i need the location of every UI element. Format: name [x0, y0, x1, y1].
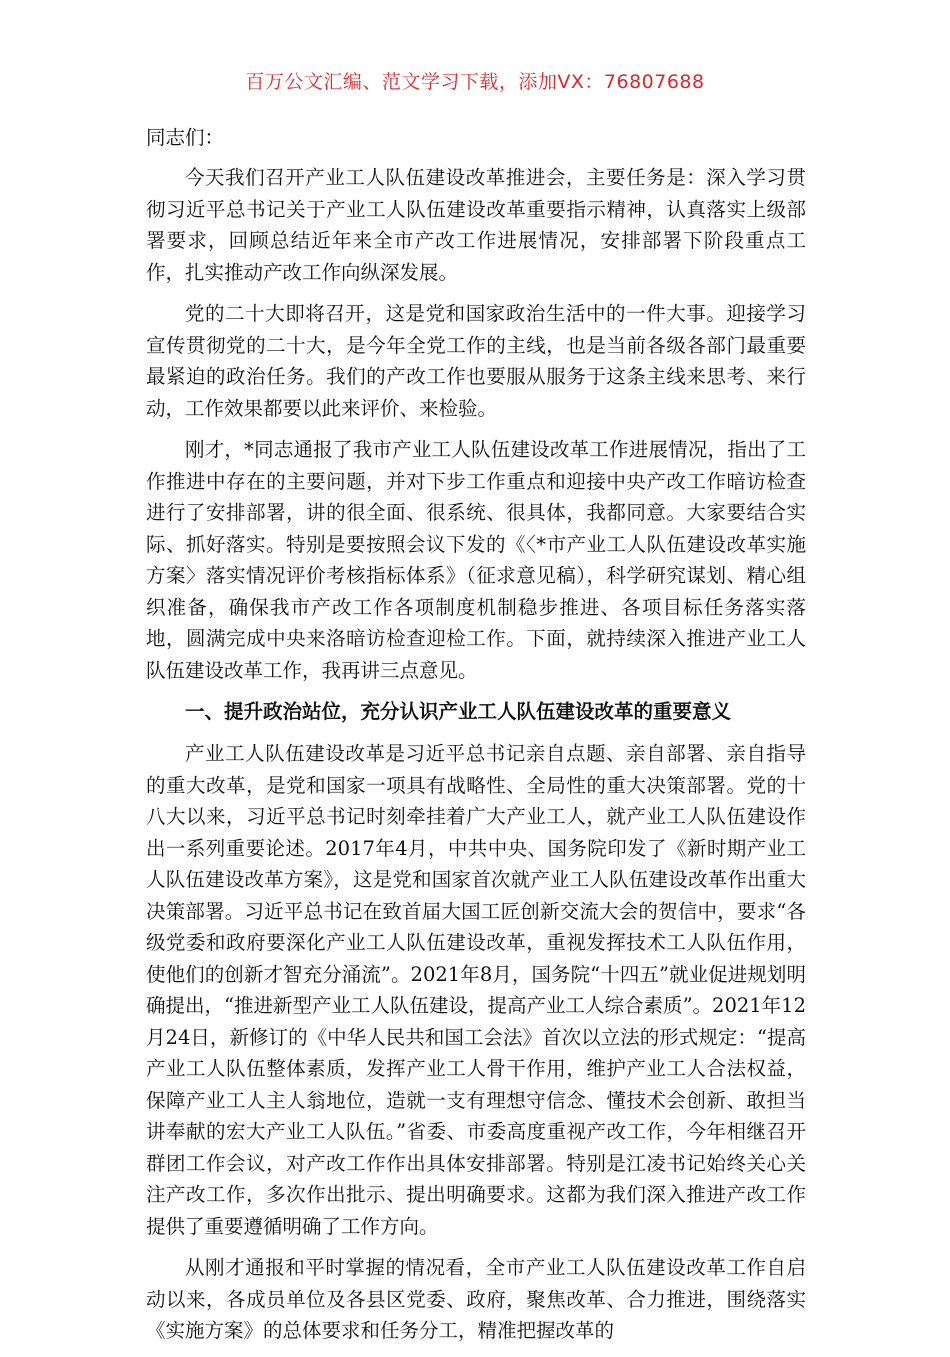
document-body [146, 122, 806, 1357]
paragraph-section-1-2: 从刚才通报和平时掌握的情况看，全市产业工人队伍建设改革工作自启动以来，各成员单位及各县区党委、政府，聚焦改革、合力推进，围绕落实《实施方案》的总体要求和任务分工，精准把握改革的 [146, 1256, 806, 1342]
paragraph-intro-3: 刚才，*同志通报了我市产业工人队伍建设改革工作进展情况，指出了工作推进中存在的主要问题，并对下步工作重点和迎接中央产改工作暗访检查进行了安排部署，讲的很全面、很系统、很具体，我都同意。大家要结合实际、抓好落实。特别是要按照会议下发的《〈*市产业工人队伍建设改革实施方案〉落实情况评价考核指标体系》（征求意见稿），科学研究谋划、精心组织准备，确保我市产改工作各项制度机制稳步推进、各项目标任务落实落地，圆满完成中央来洛暗访检查迎检工作。下面，就持续深入推进产业工人队伍建设改革工作，我再讲三点意见。 [146, 438, 806, 682]
paragraph-intro-2: 党的二十大即将召开，这是党和国家政治生活中的一件大事。迎接学习宣传贯彻党的二十大，是今年全党工作的主线，也是当前各级各部门最重要最紧迫的政治任务。我们的产改工作也要服从服务于这条主线来思考、来行动，工作效果都要以此来评价、来检验。 [146, 302, 806, 420]
salutation: 同志们： [146, 126, 225, 149]
section-1-heading: 一、提升政治站位，充分认识产业工人队伍建设改革的重要意义 [185, 700, 732, 723]
paragraph-intro-1: 今天我们召开产业工人队伍建设改革推进会，主要任务是：深入学习贯彻习近平总书记关于产业工人队伍建设改革重要指示精神，认真落实上级部署要求，回顾总结近年来全市产改工作进展情况，安排部署下阶段重点工作，扎实推动产改工作向纵深发展。 [146, 166, 806, 284]
watermark-banner: 百万公文汇编、范文学习下载，添加VX：76807688 [245, 71, 705, 93]
paragraph-section-1-1: 产业工人队伍建设改革是习近平总书记亲自点题、亲自部署、亲自指导的重大改革，是党和国家一项具有战略性、全局性的重大决策部署。党的十八大以来，习近平总书记时刻牵挂着广大产业工人，就产业工人队伍建设作出一系列重要论述。2017年4月，中共中央、国务院印发了《新时期产业工人队伍建设改革方案》，这是党和国家首次就产业工人队伍建设改革作出重大决策部署。习近平总书记在致首届大国工匠创新交流大会的贺信中，要求“各级党委和政府要深化产业工人队伍建设改革，重视发挥技术工人队伍作用，使他们的创新才智充分涌流”。2021年8月，国务院“十四五”就业促进规划明确提出，“推进新型产业工人队伍建设，提高产业工人综合素质”。2021年12月24日，新修订的《中华人民共和国工会法》首次以立法的形式规定：“提高产业工人队伍整体素质，发挥产业工人骨干作用，维护产业工人合法权益，保障产业工人主人翁地位，造就一支有理想守信念、懂技术会创新、敢担当讲奉献的宏大产业工人队伍。”省委、市委高度重视产改工作，今年相继召开群团工作会议，对产改工作作出具体安排部署。特别是江凌书记始终关心关注产改工作，多次作出批示、提出明确要求。这都为我们深入推进产改工作提供了重要遵循明确了工作方向。 [146, 742, 806, 1238]
